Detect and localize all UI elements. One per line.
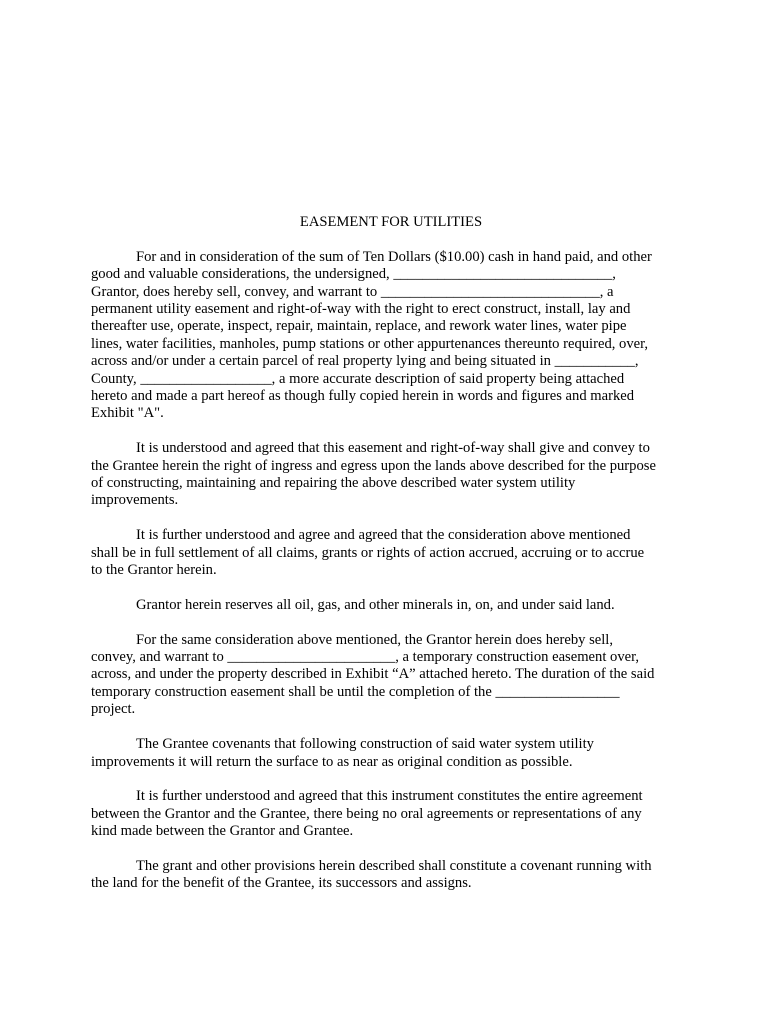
paragraph-consideration-grant: For and in consideration of the sum of Ten Dollars ($10.00) cash in hand paid, and other good and valuable considerations, the undersigned, ______________________________, Grantor, does hereby sell, convey, and warrant to ______________________________, a permanent utility easement and right-of-way with the right to erect construct, install, lay and thereafter use, operate, inspect, repair, maintain, replace, and rework water lines, water pipe lines, water facilities, manholes, pump stations or other appurtenances thereunto required, over, across and/or under a certain parcel of real property lying and being situated in ___________, County, __________________, a more accurate description of said property being attached hereto and made a part hereof as though fully copied herein in words and figures and marked Exhibit "A". [91,248,652,422]
document-body [91,214,681,893]
paragraph-mineral-reservation: Grantor herein reserves all oil, gas, and other minerals in, on, and under said land. [136,596,615,613]
paragraph-temporary-easement: For the same consideration above mentioned, the Grantor herein does hereby sell, convey, and warrant to _______________________, a temporary construction easement over, across, and under the property described in Exhibit “A” attached hereto. The duration of the said temporary construction easement shall be until the completion of the _________________ project. [91,631,655,718]
document-title: EASEMENT FOR UTILITIES [299,214,483,230]
paragraph-covenant-running: The grant and other provisions herein described shall constitute a covenant running with the land for the benefit of the Grantee, its successors and assigns. [91,857,652,892]
paragraph-surface-restoration: The Grantee covenants that following construction of said water system utility improvements it will return the surface to as near as original condition as possible. [91,736,594,770]
paragraph-full-settlement: It is further understood and agree and agreed that the consideration above mentioned shall be in full settlement of all claims, grants or rights of action accrued, accruing or to accrue to the Grantor herein. [91,527,645,579]
paragraph-entire-agreement: It is further understood and agreed that this instrument constitutes the entire agreement between the Grantor and the Grantee, there being no oral agreements or representations of any kind made between the Grantor and Grantee. [91,788,643,840]
paragraph-ingress-egress: It is understood and agreed that this easement and right-of-way shall give and convey to the Grantee herein the right of ingress and egress upon the lands above described for the purpose of constructing, maintaining and repairing the above described water system utility improvements. [91,440,656,509]
